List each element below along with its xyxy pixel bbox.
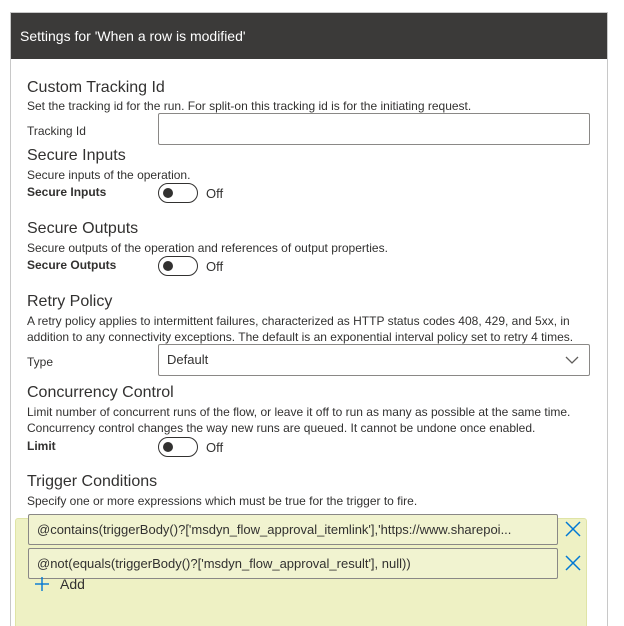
delete-condition-icon[interactable] xyxy=(562,518,584,540)
secure-inputs-title: Secure Inputs xyxy=(27,147,126,164)
secure-outputs-label: Secure Outputs xyxy=(27,258,117,272)
tracking-id-input[interactable] xyxy=(158,113,590,145)
retry-title: Retry Policy xyxy=(27,293,113,310)
concurrency-title: Concurrency Control xyxy=(27,384,174,401)
secure-outputs-title: Secure Outputs xyxy=(27,220,139,237)
retry-description-2: addition to any connectivity exceptions. The default is an exponential interval policy set to retry 4 times. xyxy=(27,330,574,344)
toggle-knob xyxy=(163,442,173,452)
trigger-condition-input[interactable]: @not(equals(triggerBody()?['msdyn_flow_approval_result'], null)) xyxy=(28,548,558,579)
concurrency-limit-toggle[interactable] xyxy=(158,437,198,457)
trigger-conditions-description: Specify one or more expressions which must be true for the trigger to fire. xyxy=(27,494,418,508)
trigger-condition-input[interactable]: @contains(triggerBody()?['msdyn_flow_approval_itemlink'],'https://www.sharepoi... xyxy=(28,514,558,545)
toggle-knob xyxy=(163,261,173,271)
panel-title: Settings for 'When a row is modified' xyxy=(20,28,246,44)
concurrency-limit-label: Limit xyxy=(27,439,56,453)
tracking-description: Set the tracking id for the run. For split-on this tracking id is for the initiating request. xyxy=(27,99,472,113)
secure-outputs-toggle[interactable] xyxy=(158,256,198,276)
tracking-title: Custom Tracking Id xyxy=(27,79,165,96)
secure-inputs-label: Secure Inputs xyxy=(27,185,107,199)
chevron-down-icon xyxy=(565,355,579,365)
concurrency-limit-state: Off xyxy=(206,440,224,455)
retry-type-label: Type xyxy=(27,355,54,369)
secure-inputs-state: Off xyxy=(206,186,224,201)
delete-condition-icon[interactable] xyxy=(562,552,584,574)
settings-panel xyxy=(10,12,608,626)
retry-type-value: Default xyxy=(167,352,209,367)
panel-header xyxy=(11,13,607,59)
secure-inputs-toggle[interactable] xyxy=(158,183,198,203)
trigger-conditions-title: Trigger Conditions xyxy=(27,473,158,490)
tracking-id-label: Tracking Id xyxy=(27,124,86,138)
concurrency-description-1: Limit number of concurrent runs of the flow, or leave it off to run as many as possible at the same time. xyxy=(27,405,571,419)
toggle-knob xyxy=(163,188,173,198)
secure-inputs-description: Secure inputs of the operation. xyxy=(27,168,191,182)
add-condition-label: Add xyxy=(60,576,85,592)
secure-outputs-description: Secure outputs of the operation and references of output properties. xyxy=(27,241,388,255)
concurrency-description-2: Concurrency control changes the way new runs are queued. It cannot be undone once enabled. xyxy=(27,421,536,435)
secure-outputs-state: Off xyxy=(206,259,224,274)
retry-type-dropdown[interactable] xyxy=(158,344,590,376)
retry-description-1: A retry policy applies to intermittent failures, characterized as HTTP status codes 408, 429, and 5xx, in xyxy=(27,314,570,328)
plus-icon xyxy=(34,576,50,592)
